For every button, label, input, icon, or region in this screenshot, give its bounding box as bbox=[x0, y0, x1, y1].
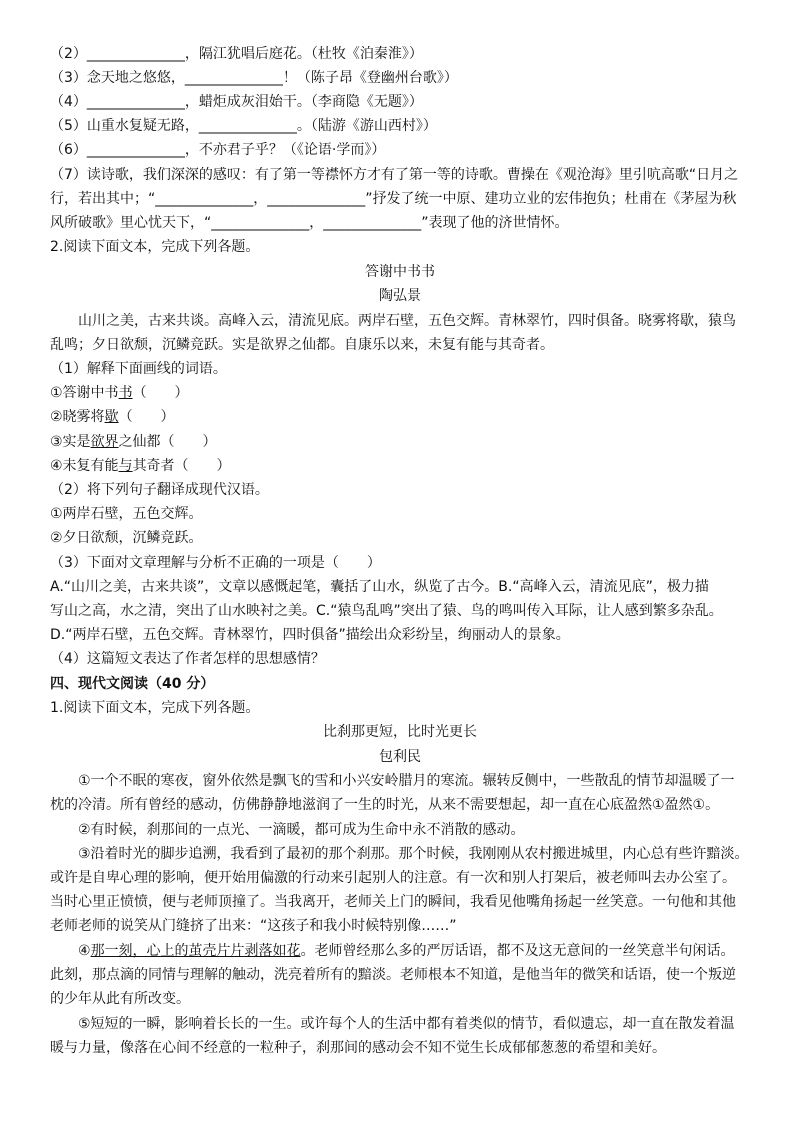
paragraph-1-line-1: ①一个不眠的寒夜，窗外依然是飘飞的雪和小兴安岭腊月的寒流。辗转反侧中，一些散乱的情节却温暖了一 bbox=[78, 773, 735, 789]
classical-text-line-2: 乱鸣；夕日欲颓，沉鳞竞跃。实是欲界之仙都。自康乐以来，未复有能与其奇者。 bbox=[50, 337, 554, 353]
paragraph-number: ④ bbox=[78, 943, 91, 959]
underlined-word: 歇 bbox=[104, 409, 119, 425]
fill-blank-4: （4）______________，蜡炬成灰泪始干。（李商隐《无题》） bbox=[50, 94, 423, 110]
word-item-text: ②晓雾将 bbox=[50, 409, 105, 425]
answer-blank: （ ） bbox=[118, 409, 175, 425]
answer-blank: 其奇者（ ） bbox=[132, 458, 231, 474]
word-item-text: ①答谢中书 bbox=[50, 385, 119, 401]
section-four-heading: 四、现代文阅读（40 分） bbox=[50, 676, 215, 692]
paragraph-4-line-3: 的少年从此有所改变。 bbox=[50, 991, 190, 1007]
word-item-4 bbox=[50, 454, 762, 478]
classical-text-title: 答谢中书书 bbox=[365, 264, 435, 280]
fill-blank-7-line-2: 行，若出其中；“______________，______________”抒发了统一中原、建功立业的宏伟抱负；杜甫在《茅屋为秋 bbox=[50, 191, 737, 207]
word-item-3 bbox=[50, 430, 762, 454]
paragraph-3-line-1: ③沿着时光的脚步追溯，我看到了最初的那个刹那。那个时候，我刚刚从农村搬进城里，内心总有些许黯淡。 bbox=[78, 846, 749, 862]
underlined-word: 书 bbox=[118, 385, 133, 401]
paragraph-3-line-4: 老师老师的说笑从门缝挤了出来：“这孩子和我小时候特别像……” bbox=[50, 918, 457, 934]
paragraph-1-line-2: 枕的冷清。所有曾经的感动，仿佛静静地滋润了一生的时光，从来不需要想起，却一直在心底盈然①盈然①。 bbox=[50, 797, 720, 813]
word-item-text: ④未复有能 bbox=[50, 458, 119, 474]
paragraph-text: 。老师曾经那么多的严厉话语，都不及这无意间的一丝笑意半句闲话。 bbox=[300, 943, 735, 959]
paragraph-4-line-2: 此刻，那点滴的同情与理解的触动，洗亮着所有的黯淡。老师根本不知道，是他当年的微笑和话语，使一个叛逆 bbox=[50, 967, 736, 983]
classical-text-line-1: 山川之美，古来共谈。高峰入云，清流见底。两岸石壁，五色交辉。青林翠竹，四时俱备。晓雾将歇，猿鸟 bbox=[78, 313, 736, 329]
answer-blank: （ ） bbox=[132, 385, 189, 401]
paragraph-5-line-1: ⑤短短的一瞬，影响着长长的一生。或许每个人的生活中都有着类似的情节，看似遗忘，却一直在散发着温 bbox=[78, 1016, 735, 1032]
fill-blank-6: （6）______________，不亦君子乎？（《论语·学而》） bbox=[50, 142, 386, 158]
paragraph-3-line-3: 当时心里正愤愤，便与老师顶撞了。当我离开，老师关上门的瞬间，我看见他嘴角扬起一丝笑意。一句他和其他 bbox=[50, 894, 736, 910]
sub-question-4: （4）这篇短文表达了作者怎样的思想感情？ bbox=[50, 651, 325, 667]
translate-item-2: ②夕日欲颓，沉鳞竞跃。 bbox=[50, 530, 203, 546]
option-line-1: A.“山川之美，古来共谈”，文章以感慨起笔，囊括了山水，纵览了古今。B.“高峰入云，清流见底”，极力描 bbox=[50, 579, 709, 595]
paragraph-4-line-1 bbox=[50, 939, 762, 963]
fill-blank-7-line-3: 风所破歌》里心忧天下，“______________，______________”表现了他的济世情怀。 bbox=[50, 215, 569, 231]
word-item-1 bbox=[50, 381, 762, 405]
translate-item-1: ①两岸石壁，五色交辉。 bbox=[50, 506, 203, 522]
word-item-2 bbox=[50, 405, 762, 429]
option-line-3: D.“两岸石壁，五色交辉。青林翠竹，四时俱备”描绘出众彩纷呈，绚丽动人的景象。 bbox=[50, 627, 570, 643]
question-1-heading: 1.阅读下面文本，完成下列各题。 bbox=[50, 700, 260, 716]
fill-blank-3: （3）念天地之悠悠，______________！（陈子昂《登幽州台歌》） bbox=[50, 70, 458, 86]
paragraph-3-line-2: 或许是自卑心理的影响，便开始用偏激的行动来引起别人的注意。有一次和别人打架后，被老师叫去办公室了。 bbox=[50, 870, 736, 886]
paragraph-5-line-2: 暖与力量，像落在心间不经意的一粒种子，刹那间的感动会不知不觉生长成郁郁葱葱的希望和美好。 bbox=[50, 1040, 666, 1056]
sub-question-2: （2）将下列句子翻译成现代汉语。 bbox=[50, 482, 269, 498]
underlined-word: 与 bbox=[118, 458, 133, 474]
fill-blank-2: （2）______________，隔江犹唱后庭花。（杜牧《泊秦淮》） bbox=[50, 46, 423, 62]
word-item-text: ③实是 bbox=[50, 434, 91, 450]
question-2-heading: 2.阅读下面文本，完成下列各题。 bbox=[50, 239, 260, 255]
sub-question-1: （1）解释下面画线的词语。 bbox=[50, 361, 227, 377]
modern-text-title: 比刹那更短，比时光更长 bbox=[323, 724, 477, 740]
fill-blank-7-line-1: （7）读诗歌，我们深深的感叹：有了第一等襟怀方才有了第一等的诗歌。曹操在《观沧海》里引吭高歌“日月之 bbox=[50, 167, 739, 183]
paragraph-2: ②有时候，刹那间的一点光、一滴暖，都可成为生命中永不消散的感动。 bbox=[78, 822, 525, 838]
fill-blank-5: （5）山重水复疑无路，______________。（陆游《游山西村》） bbox=[50, 118, 437, 134]
classical-text-author: 陶弘景 bbox=[379, 288, 421, 304]
option-line-2: 写山之高，水之清，突出了山水映衬之美。C.“猿鸟乱鸣”突出了猿、鸟的鸣叫传入耳际，让人感到繁多杂乱。 bbox=[50, 603, 723, 619]
sub-question-3: （3）下面对文章理解与分析不正确的一项是（ ） bbox=[50, 555, 381, 571]
underlined-sentence: 那一刻，心上的茧壳片片剥落如花 bbox=[90, 943, 301, 959]
modern-text-author: 包利民 bbox=[379, 749, 421, 765]
underlined-word: 欲界 bbox=[90, 434, 119, 450]
answer-blank: 之仙都（ ） bbox=[118, 434, 217, 450]
